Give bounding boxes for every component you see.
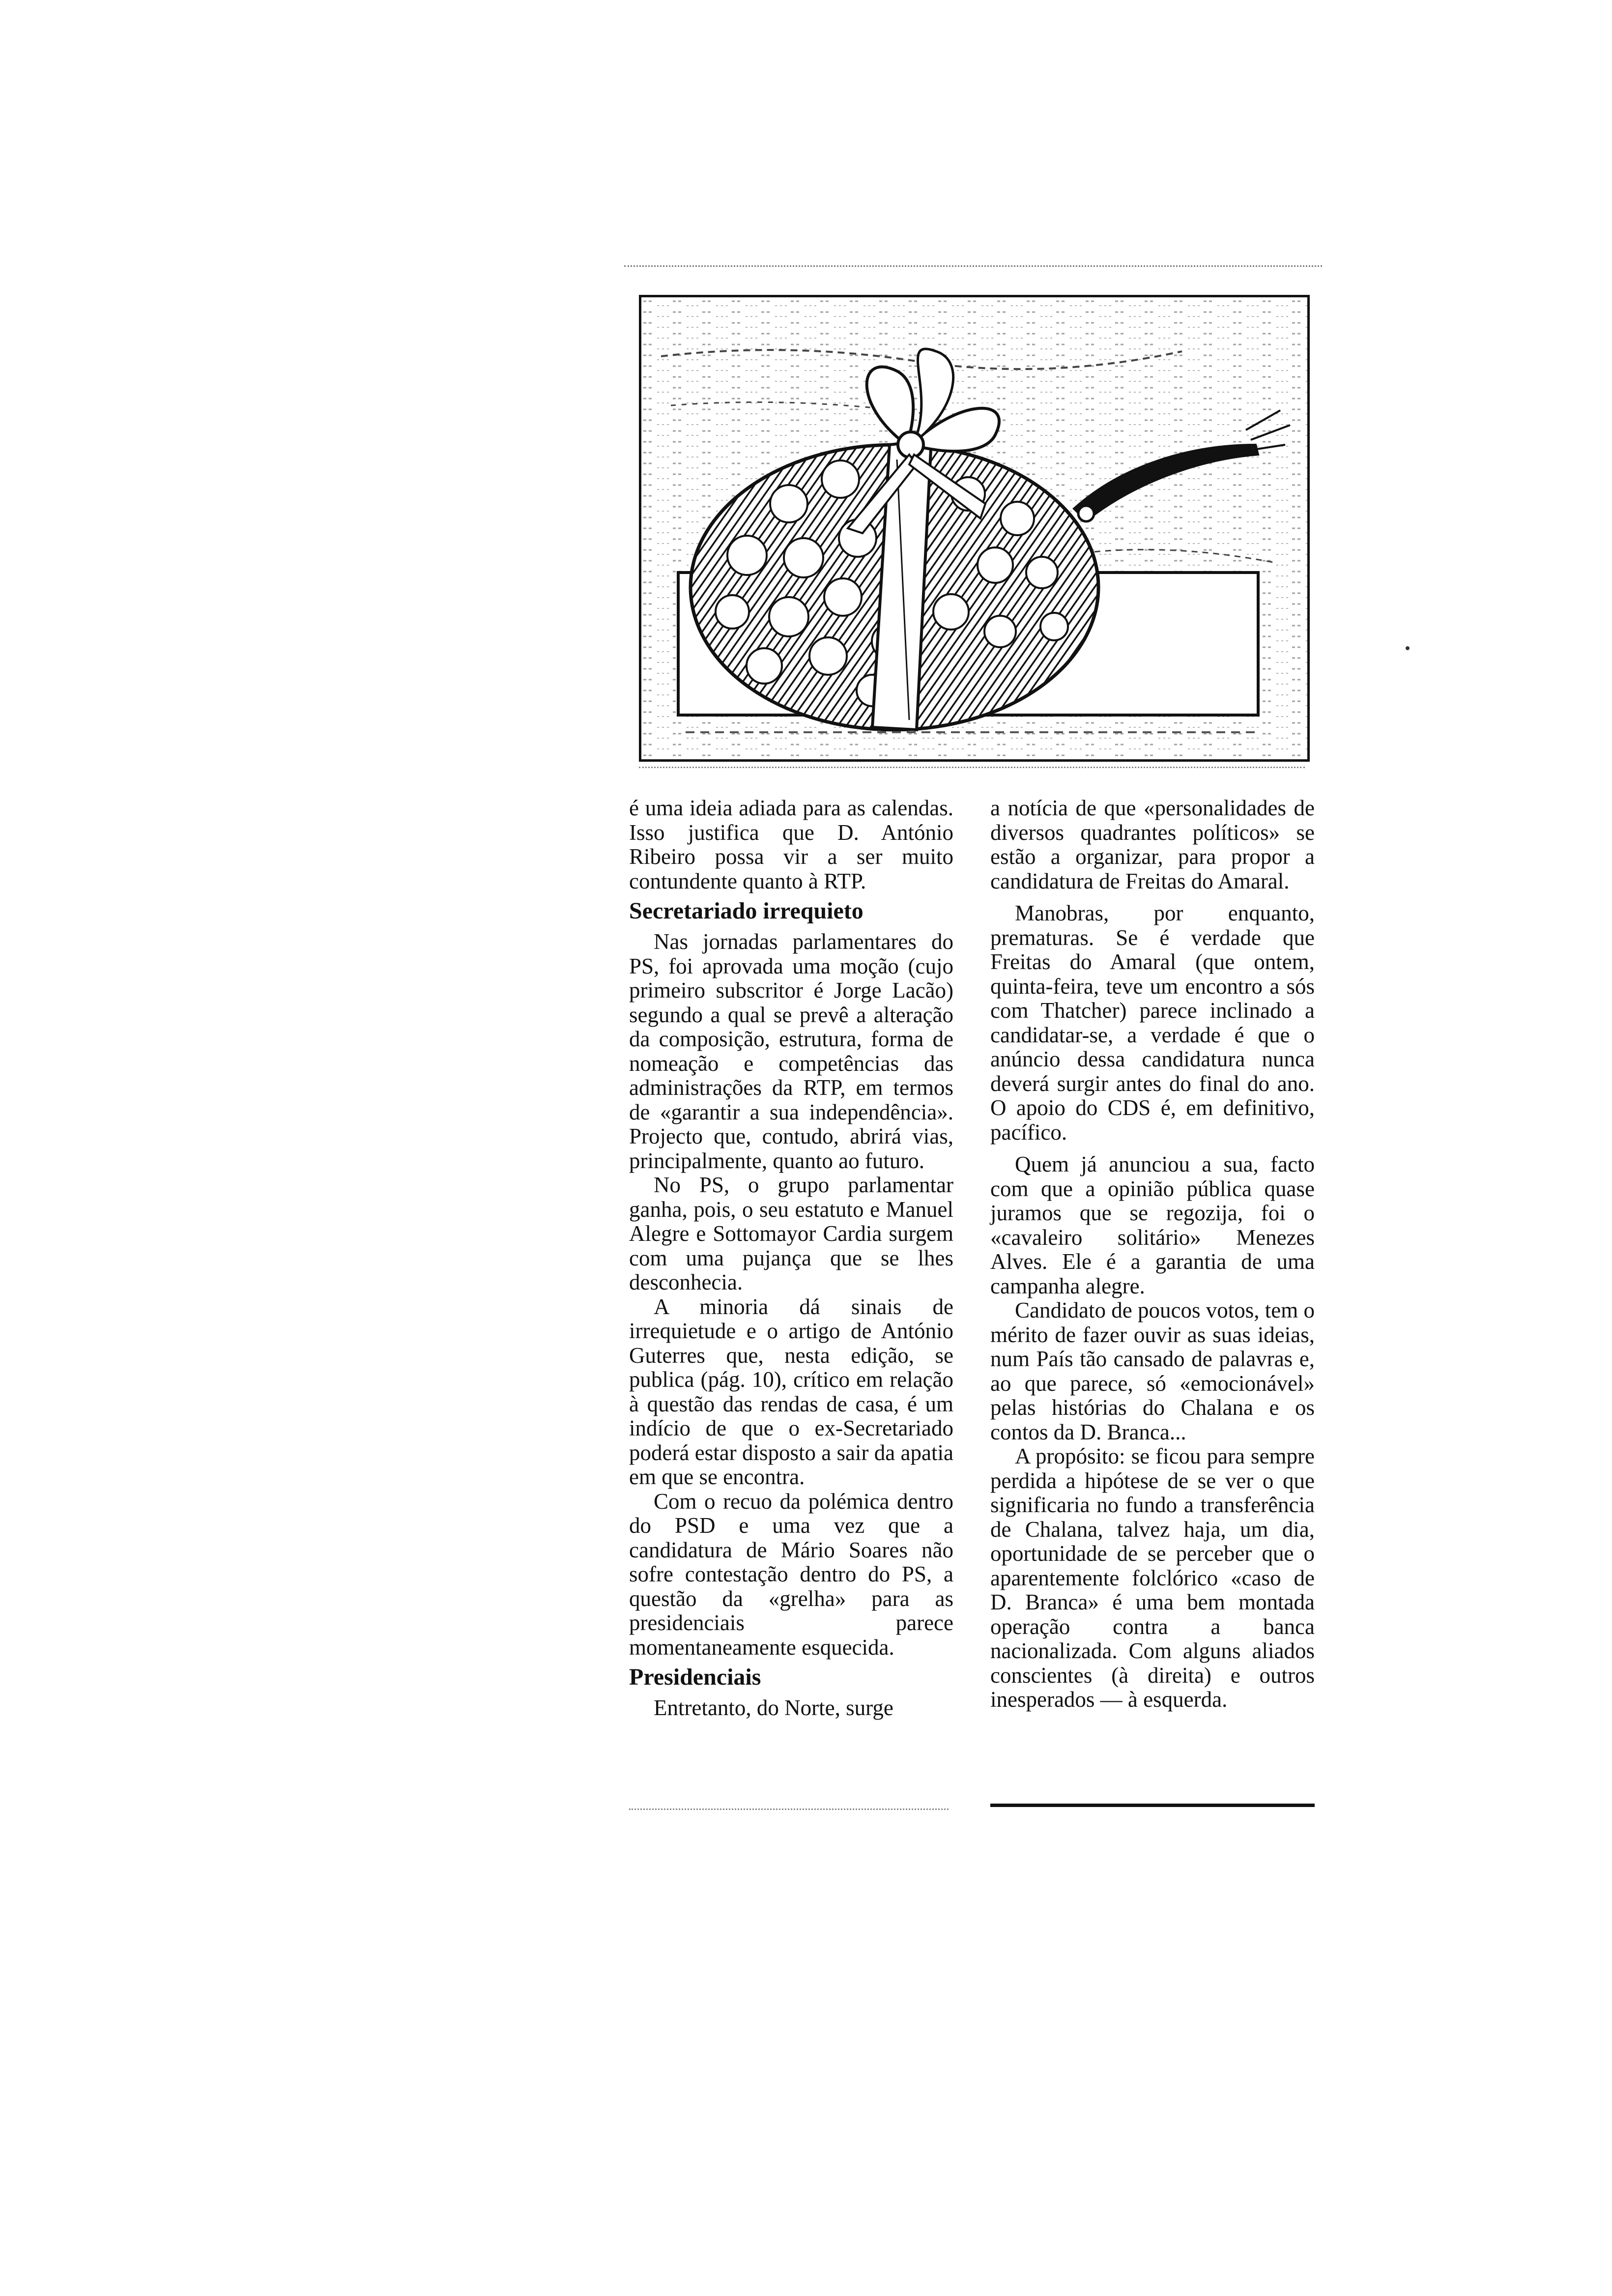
paragraph: Entretanto, do Norte, surge bbox=[654, 1695, 893, 1720]
paragraph: A propósito: se ficou para sempre perdida a hipótese de se ver o que significaria no fundo a transferência de Chalana, talvez haja, um dia, oportunidade de se perceber que o aparentemente folclórico «caso de D. Branca» é uma bem montada operação contra a banca nacionalizada. Com alguns aliados conscientes (à direita) e outros inesperados — à esquerda. bbox=[990, 1444, 1315, 1712]
easter-egg-illustration bbox=[639, 295, 1310, 762]
paragraph: Manobras, por enquanto, prematuras. Se é verdade que Freitas do Amaral (que ontem, quinta-feira, teve um encontro a sós com Thatcher) parece inclinado a candidatar-se, a verdade é que o anúncio dessa candidatura nunca deverá surgir antes do final do ano. O apoio do CDS é, em definitivo, pacífico. bbox=[990, 901, 1315, 1145]
newspaper-clipping bbox=[624, 265, 1332, 1863]
article-column-right bbox=[990, 796, 1315, 1712]
paragraph: Candidato de poucos votos, tem o mérito de fazer ouvir as suas ideias, num País tão cansado de palavras e, ao que parece, só «emocionável» pelas histórias do Chalana e os contos da D. Branca... bbox=[990, 1298, 1315, 1444]
paragraph: é uma ideia adiada para as calendas. Isso justifica que D. António Ribeiro possa vir a ser muito contundente quanto à RTP. bbox=[629, 796, 953, 893]
paragraph: Quem já anunciou a sua, facto com que a opinião pública quase juramos que se regozija, foi o «cavaleiro solitário» Menezes Alves. Ele é a garantia de uma campanha alegre. bbox=[990, 1152, 1315, 1298]
section-heading-secretariado: Secretariado irrequieto bbox=[629, 898, 864, 924]
paragraph: Nas jornadas parlamentares do PS, foi aprovada uma moção (cujo primeiro subscritor é Jorge Lacão) segundo a qual se prevê a alteração da composição, estrutura, forma de nomeação e competências das administrações da RTP, em termos de «garantir a sua independência». Projecto que, contudo, abrirá vias, principalmente, quanto ao futuro. bbox=[629, 929, 953, 1173]
end-rule bbox=[990, 1804, 1315, 1807]
section-heading-presidenciais: Presidenciais bbox=[629, 1664, 761, 1690]
bottom-scan-noise bbox=[629, 1808, 949, 1810]
paragraph: A minoria dá sinais de irrequietude e o artigo de António Guterres que, nesta edição, se publica (pág. 10), crítico em relação à questão das rendas de casa, é um indício de que o ex-Secretariado poderá estar disposto a sair da apatia em que se encontra. bbox=[629, 1294, 953, 1489]
paragraph: Com o recuo da polémica dentro do PSD e uma vez que a candidatura de Mário Soares não sofre contestação dentro do PS, a questão da «grelha» para as presidenciais parece momentaneamente esquecida. bbox=[629, 1489, 953, 1660]
caption-scan-noise bbox=[639, 767, 1305, 788]
scan-speck bbox=[1406, 646, 1410, 650]
paragraph: No PS, o grupo parlamentar ganha, pois, o seu estatuto e Manuel Alegre e Sottomayor Cardia surgem com uma pujança que se lhes desconhecia. bbox=[629, 1173, 953, 1294]
top-scan-noise bbox=[624, 265, 1322, 270]
article-column-left bbox=[629, 796, 953, 1721]
paragraph: a notícia de que «personalidades de diversos quadrantes políticos» se estão a organizar, para propor a candidatura de Freitas do Amaral. bbox=[990, 796, 1315, 893]
